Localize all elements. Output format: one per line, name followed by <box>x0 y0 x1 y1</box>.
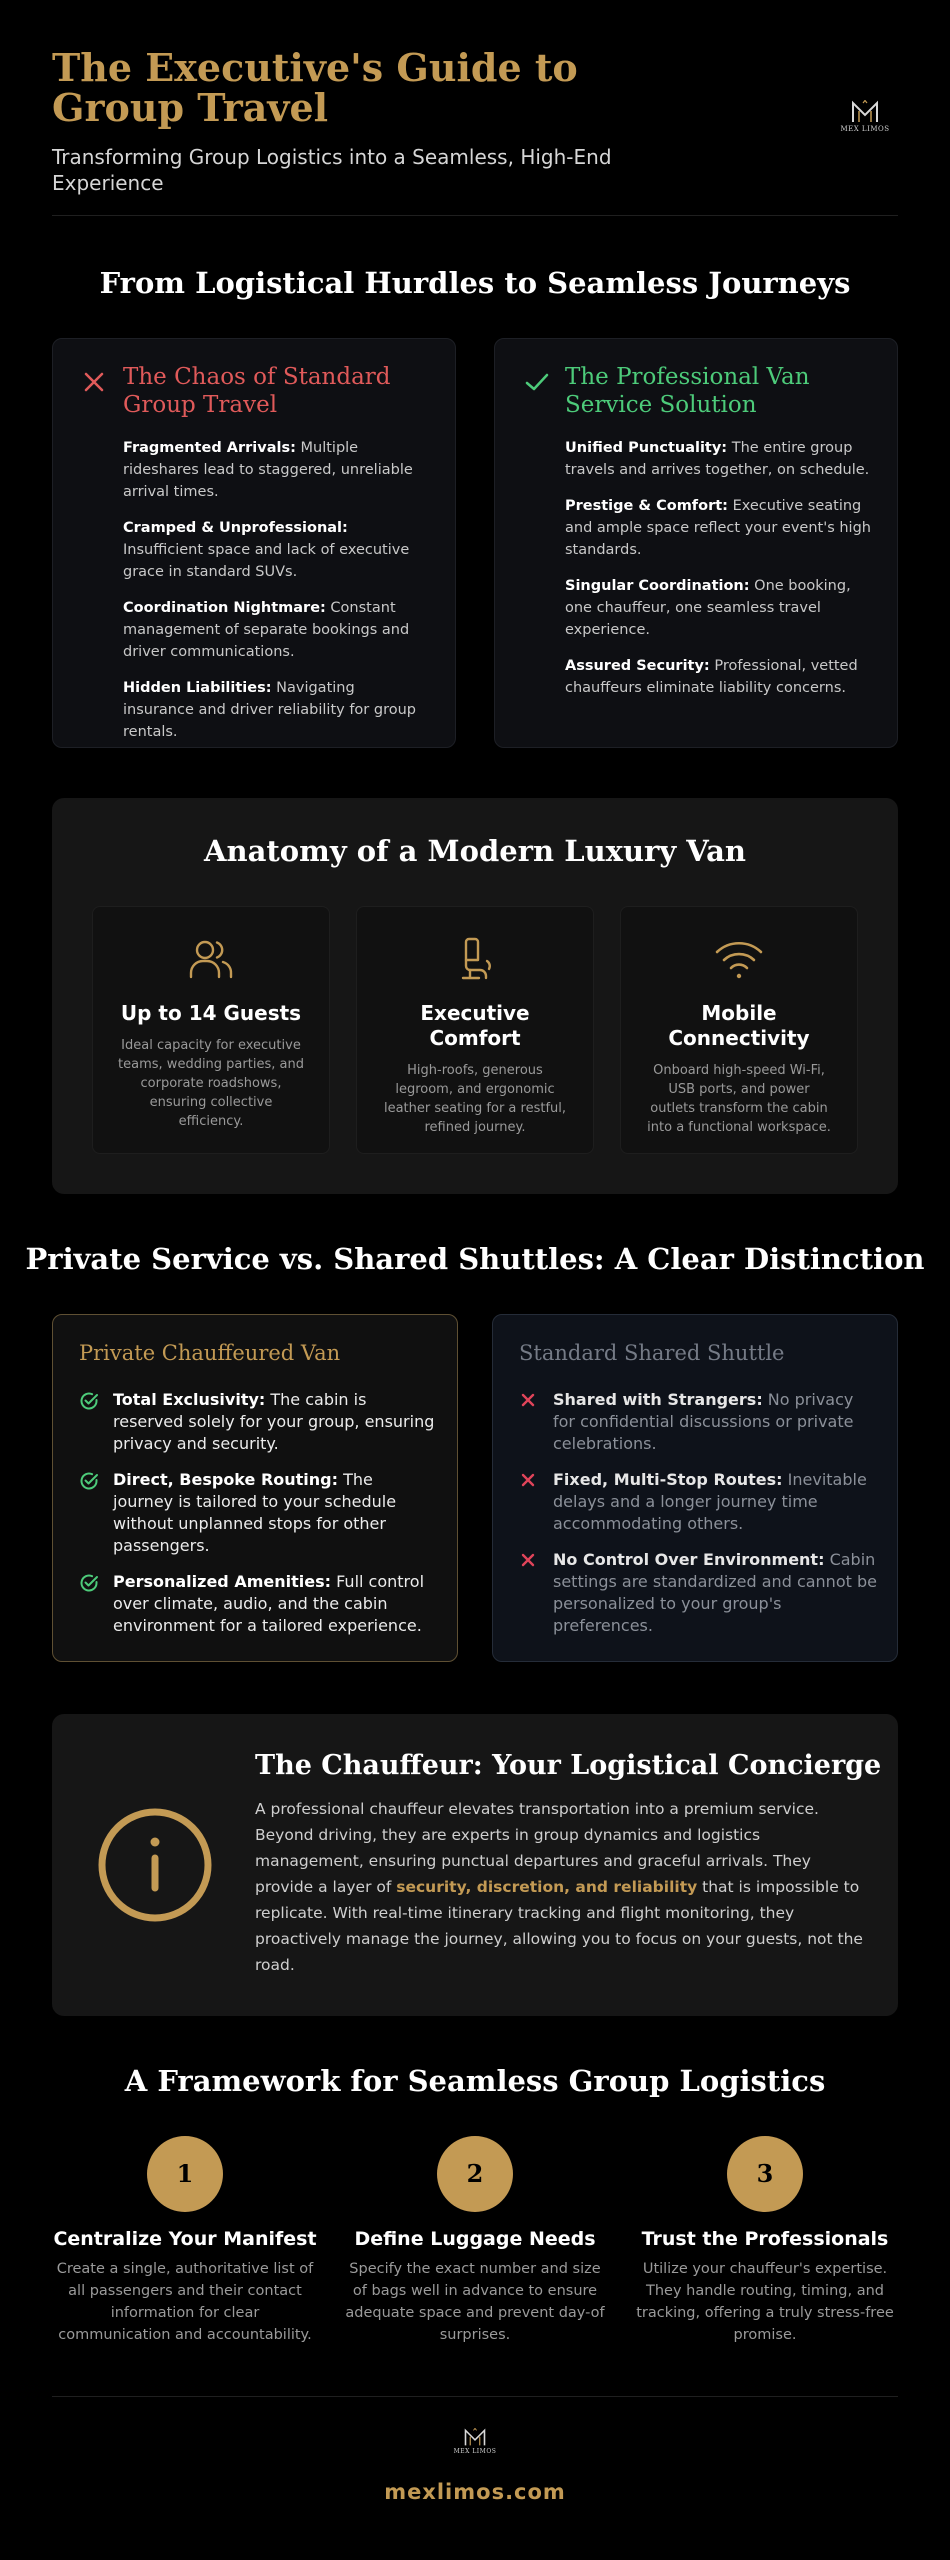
list-item: Singular Coordination: One booking, one chauffeur, one seamless travel experience. <box>565 578 851 638</box>
logo-mark-icon <box>850 100 880 124</box>
feature-title: Mobile Connectivity <box>668 1001 810 1050</box>
info-icon <box>96 1806 214 1924</box>
anatomy-title: Anatomy of a Modern Luxury Van <box>204 834 746 868</box>
step-number: 1 <box>147 2136 223 2212</box>
list-item: Cramped & Unprofessional: Insufficient space and lack of executive grace in standard SUVs. <box>123 520 410 580</box>
chauffeur-section <box>52 1714 898 2016</box>
feature-title: Executive Comfort <box>420 1001 530 1050</box>
x-icon <box>519 1551 537 1569</box>
step-description: Create a single, authoritative list of all passengers and their contact information for clear communication and accountability. <box>56 2261 314 2343</box>
comparison-section-title: From Logistical Hurdles to Seamless Journeys <box>99 266 851 300</box>
seat-icon <box>449 933 501 985</box>
check-icon <box>525 371 549 393</box>
list-item: Fragmented Arrivals: Multiple rideshares lead to staggered, unreliable arrival times. <box>123 440 413 500</box>
step-number: 2 <box>437 2136 513 2212</box>
chaos-card <box>52 338 456 748</box>
step-title: Centralize Your Manifest <box>53 2228 317 2250</box>
step-title: Trust the Professionals <box>641 2228 889 2250</box>
check-circle-icon <box>79 1471 99 1491</box>
anatomy-section <box>52 798 898 1194</box>
framework-section-title: A Framework for Seamless Group Logistics <box>124 2064 826 2098</box>
solution-card <box>494 338 898 748</box>
private-van-title: Private Chauffeured Van <box>79 1341 341 1365</box>
list-item: Coordination Nightmare: Constant management of separate bookings and driver communications. <box>123 600 410 660</box>
footer-logo <box>450 2428 500 2455</box>
step-description: Utilize your chauffeur's expertise. They handle routing, timing, and tracking, offering a truly stress-free promise. <box>636 2261 894 2343</box>
list-item: Personalized Amenities: Full control over climate, audio, and the cabin environment for a tailored experience. <box>79 1571 437 1637</box>
x-icon <box>83 371 105 393</box>
logo-text: MEX LIMOS <box>840 125 890 133</box>
x-icon <box>519 1391 537 1409</box>
x-icon <box>519 1471 537 1489</box>
distinction-section-title: Private Service vs. Shared Shuttles: A Clear Distinction <box>25 1242 925 1276</box>
feature-card-connectivity <box>620 906 858 1154</box>
list-item: Assured Security: Professional, vetted chauffeurs eliminate liability concerns. <box>565 658 858 696</box>
list-item: Prestige & Comfort: Executive seating and ample space reflect your event's high standards. <box>565 498 871 558</box>
wifi-icon <box>713 933 765 985</box>
list-item: Unified Punctuality: The entire group travels and arrives together, on schedule. <box>565 440 870 478</box>
step-title: Define Luggage Needs <box>354 2228 596 2250</box>
list-item: Direct, Bespoke Routing: The journey is tailored to your schedule without unplanned stops for other passengers. <box>79 1469 437 1557</box>
feature-description: Ideal capacity for executive teams, wedding parties, and corporate roadshows, ensuring collective efficiency. <box>118 1038 304 1129</box>
check-circle-icon <box>79 1573 99 1593</box>
list-item: Fixed, Multi-Stop Routes: Inevitable delays and a longer journey time accommodating others. <box>519 1469 877 1535</box>
logo-text: MEX LIMOS <box>453 2448 497 2455</box>
list-item: No Control Over Environment: Cabin settings are standardized and cannot be personalized to your group's preferences. <box>519 1549 877 1637</box>
logo-mark-icon <box>463 2428 487 2447</box>
solution-list <box>565 437 871 713</box>
feature-description: High-roofs, generous legroom, and ergonomic leather seating for a restful, refined journey. <box>383 1063 567 1135</box>
solution-card-title: The Professional Van Service Solution <box>565 364 810 418</box>
shared-shuttle-list <box>519 1389 877 1651</box>
page-title: The Executive's Guide to Group Travel <box>52 45 578 130</box>
list-item: Hidden Liabilities: Navigating insurance and driver reliability for group rentals. <box>123 680 416 740</box>
brand-logo <box>840 100 890 140</box>
list-item: Total Exclusivity: The cabin is reserved solely for your group, ensuring privacy and security. <box>79 1389 437 1455</box>
feature-card-comfort <box>356 906 594 1154</box>
framework-step-2 <box>340 2136 610 2346</box>
shared-shuttle-card <box>492 1314 898 1662</box>
header <box>52 45 898 216</box>
users-icon <box>185 933 237 985</box>
chaos-list <box>123 437 429 757</box>
feature-description: Onboard high-speed Wi-Fi, USB ports, and power outlets transform the cabin into a functional workspace. <box>647 1063 831 1135</box>
chauffeur-body: A professional chauffeur elevates transportation into a premium service. Beyond driving, they are experts in group dynamics and logistics management, ensuring punctual departures and graceful arrivals. They provide a layer of security, discretion, and reliability that is impossible to replicate. With real-time itinerary tracking and flight monitoring, they proactively manage the journey, allowing you to focus on your guests, not the road. <box>255 1800 863 1974</box>
chaos-card-title: The Chaos of Standard Group Travel <box>123 364 391 418</box>
footer-website-link[interactable]: mexlimos.com <box>384 2480 566 2504</box>
feature-card-guests <box>92 906 330 1154</box>
step-description: Specify the exact number and size of bags well in advance to ensure adequate space and prevent day-of surprises. <box>345 2261 605 2343</box>
page-subtitle: Transforming Group Logistics into a Seamless, High-End Experience <box>52 145 612 195</box>
private-van-list <box>79 1389 437 1651</box>
shared-shuttle-title: Standard Shared Shuttle <box>519 1341 785 1365</box>
chauffeur-title: The Chauffeur: Your Logistical Concierge <box>255 1750 882 1781</box>
step-number: 3 <box>727 2136 803 2212</box>
feature-title: Up to 14 Guests <box>120 1001 302 1025</box>
list-item: Shared with Strangers: No privacy for confidential discussions or private celebrations. <box>519 1389 877 1455</box>
chauffeur-highlight: security, discretion, and reliability <box>396 1878 698 1896</box>
check-circle-icon <box>79 1391 99 1411</box>
private-van-card <box>52 1314 458 1662</box>
framework-step-3 <box>630 2136 900 2346</box>
framework-step-1 <box>50 2136 320 2346</box>
footer-divider <box>52 2396 898 2397</box>
